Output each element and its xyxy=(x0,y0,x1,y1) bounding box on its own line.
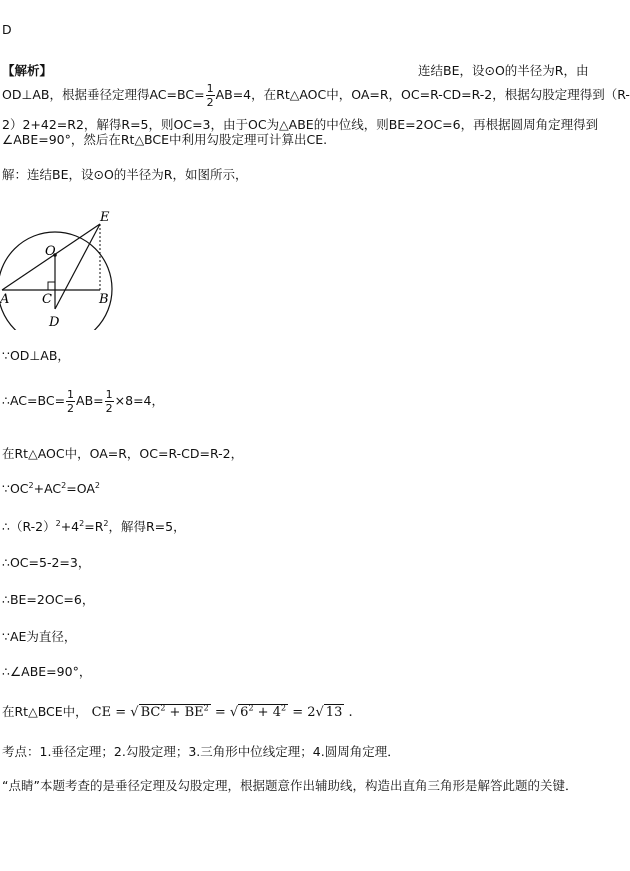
label-d: D xyxy=(49,315,60,330)
keypoints: 考点：1.垂径定理；2.勾股定理；3.三角形中位线定理；4.圆周角定理． xyxy=(2,744,400,759)
step-4: $\because OC^2+AC^2=OA^2$ xyxy=(2,481,101,497)
step-6: ∴OC=5-2=3， xyxy=(2,555,91,570)
step-1: ∵OD⊥AB， xyxy=(2,348,70,363)
comment: “点睛”本题考查的是垂径定理及勾股定理，根据题意作出辅助线，构造出直角三角形是解答此题的关键． xyxy=(2,778,578,793)
step-3: 在Rt△AOC中，OA=R，OC=R-CD=R-2， xyxy=(2,446,244,461)
ce-formula: CE = √ $BC^2 + BE^2$ = √ $6^2 + 4^2 = 2√$ 13 . xyxy=(91,703,353,720)
label-a: A xyxy=(0,292,10,307)
label-o: O xyxy=(45,244,56,259)
answer-label: D xyxy=(2,22,12,37)
step-9: ∴∠ABE=90°， xyxy=(2,664,92,679)
label-b: B xyxy=(99,292,109,307)
step-7: ∴BE=2OC=6， xyxy=(2,592,95,607)
analysis-line2: OD⊥AB，根据垂径定理得AC=BC= $\frac{1}{2}$ AB=4，在Rt△AOC中，OA=R，OC=R-CD=R-2，根据勾股定理得到（R- xyxy=(2,82,630,109)
analysis-line3: 2）2+42=R2，解得R=5，则OC=3，由于OC为△ABE的中位线，则BE=2OC=6，再根据圆周角定理得到 xyxy=(2,117,599,132)
step-5: $\therefore(R-2)^2+4^2=R^2$，解得R=5， xyxy=(2,518,186,534)
step-10: 在Rt△BCE中， CE = √ $BC^2 + BE^2$ = √ $6^2 + 4^2 = 2√$ 13 . xyxy=(2,703,353,720)
step-8: ∵AE为直径， xyxy=(2,629,77,644)
step-2: ∴AC=BC= $\frac{1}{2}$ AB= $\frac{1}{2}$ ×8=4， xyxy=(2,388,165,415)
circle-figure xyxy=(0,205,150,330)
right-angle-mark xyxy=(48,282,55,290)
analysis-title: 【解析】 xyxy=(2,63,53,78)
fraction-half: $\frac{1}{2}$ xyxy=(206,82,214,109)
label-e: E xyxy=(100,210,110,225)
label-c: C xyxy=(42,292,52,307)
solution-intro: 解：连结BE，设⊙O的半径为R，如图所示， xyxy=(2,167,248,182)
analysis-line4: ∠ABE=90°，然后在Rt△BCE中利用勾股定理可计算出CE. xyxy=(2,132,328,147)
analysis-line1: 连结BE，设⊙O的半径为R，由 xyxy=(418,63,589,78)
